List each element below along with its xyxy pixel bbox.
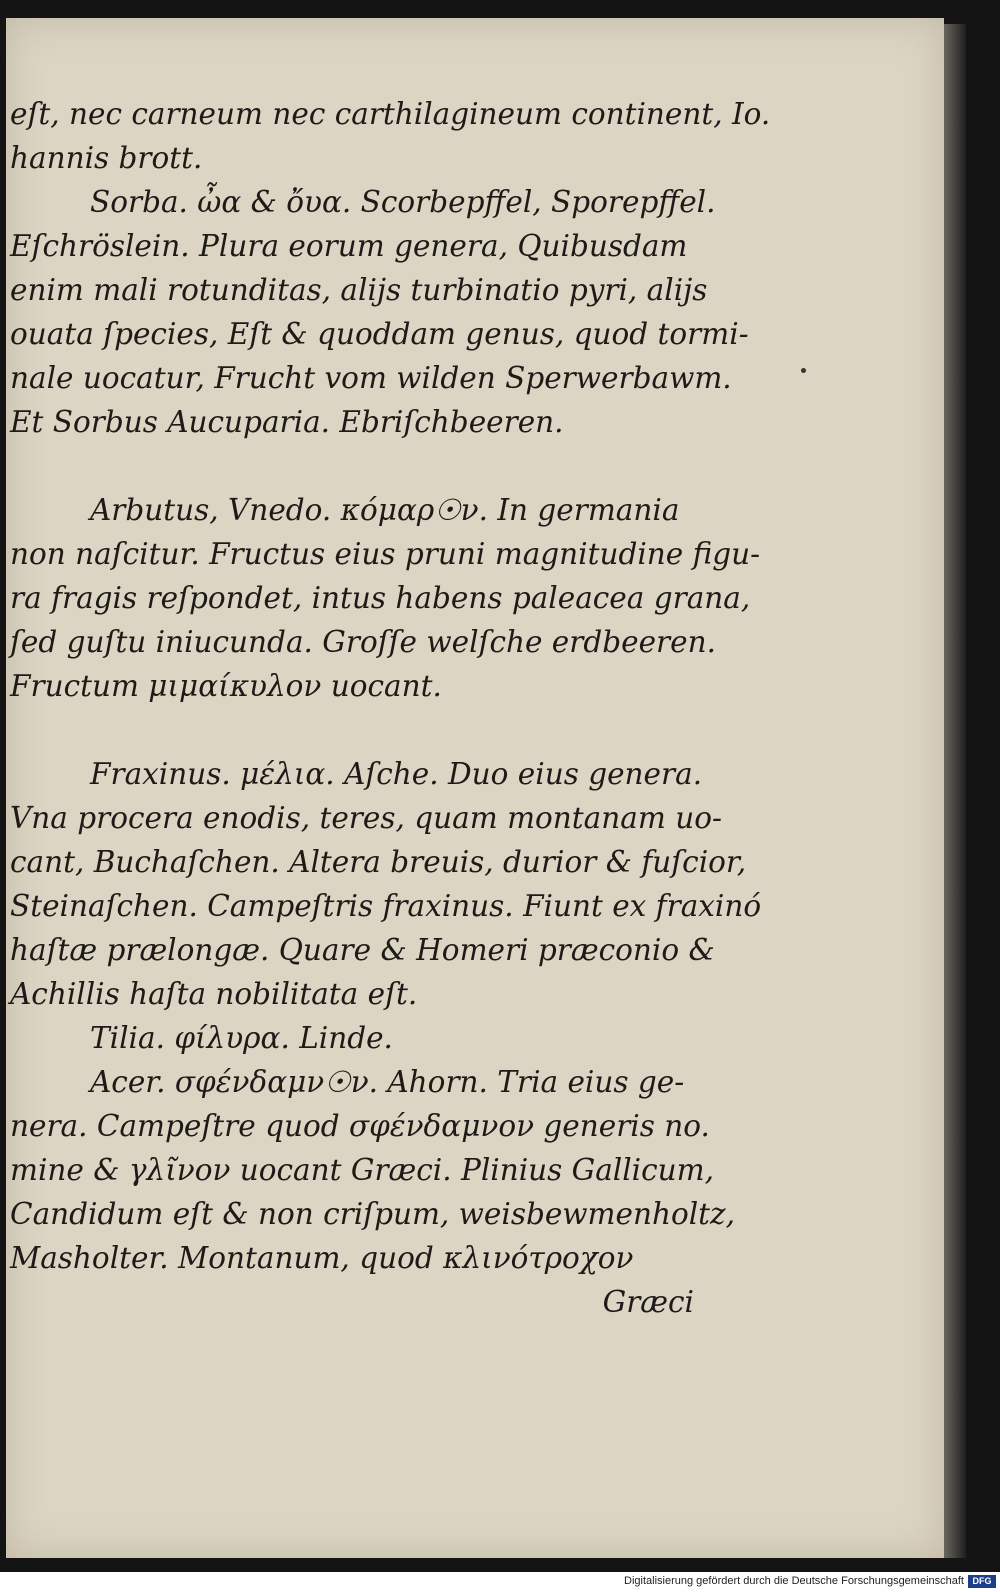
paragraph-gap [10,708,700,752]
text-line: cant, Buchaſchen. Altera breuis, durior & fuſcior, [10,845,747,879]
ink-spot [801,368,806,373]
text-line: non naſcitur. Fructus eius pruni magnitudine figu- [10,537,761,571]
text-line: enim mali rotunditas, alijs turbinatio pyri, alijs [10,273,708,307]
text-line: Candidum eſt & non criſpum, weisbewmenholtz, [10,1197,735,1231]
text-line: Achillis haſta nobilitata eſt. [10,977,418,1011]
text-line: ſed guſtu iniucunda. Groſſe welſche erdbeeren. [10,625,716,659]
text-line: Sorba. ὦα & ὄυα. Scorbepffel, Sporepffel. [90,185,716,219]
funding-credit: Digitalisierung gefördert durch die Deutsche Forschungsgemeinschaft [624,1575,964,1587]
text-line: Steinaſchen. Campeſtris fraxinus. Fiunt ex fraxinó [10,889,762,923]
text-line: Vna procera enodis, teres, quam montanam uo- [10,801,722,835]
dfg-logo: DFG [968,1575,996,1588]
text-line: Eſchröslein. Plura eorum genera, Quibusdam [10,229,688,263]
text-line: Et Sorbus Aucuparia. Ebriſchbeeren. [10,405,564,439]
text-line: ra fragis reſpondet, intus habens paleacea grana, [10,581,751,615]
footer-bar [0,1572,1000,1592]
text-line: haſtæ prælongæ. Quare & Homeri præconio & [10,933,715,967]
text-line: Tilia. φίλυρα. Linde. [90,1021,393,1055]
text-line: nale uocatur, Frucht vom wilden Sperwerbawm. [10,361,732,395]
text-line: Fraxinus. μέλια. Aſche. Duo eius genera. [90,757,703,791]
text-line: mine & γλῖνον uocant Græci. Plinius Gallicum, [10,1153,714,1187]
text-line: ouata ſpecies, Eſt & quoddam genus, quod tormi- [10,317,749,351]
page-text [10,92,771,1324]
text-line: Masholter. Montanum, quod κλινότροχον [10,1241,634,1275]
text-line: Acer. σφένδαμν☉ν. Ahorn. Tria eius ge- [90,1065,685,1099]
page-edge-shadow [944,24,966,1558]
text-line: hannis brott. [10,141,203,175]
paragraph-gap [10,444,700,488]
text-line: eſt, nec carneum nec carthilagineum continent, Io. [10,97,771,131]
text-line: nera. Campeſtre quod σφένδαμνον generis no. [10,1109,710,1143]
text-line: Arbutus, Vnedo. κόμαρ☉ν. In germania [90,493,680,527]
text-line: Fructum μιμαίκυλον uocant. [10,669,442,703]
catchword: Græci [602,1285,694,1319]
